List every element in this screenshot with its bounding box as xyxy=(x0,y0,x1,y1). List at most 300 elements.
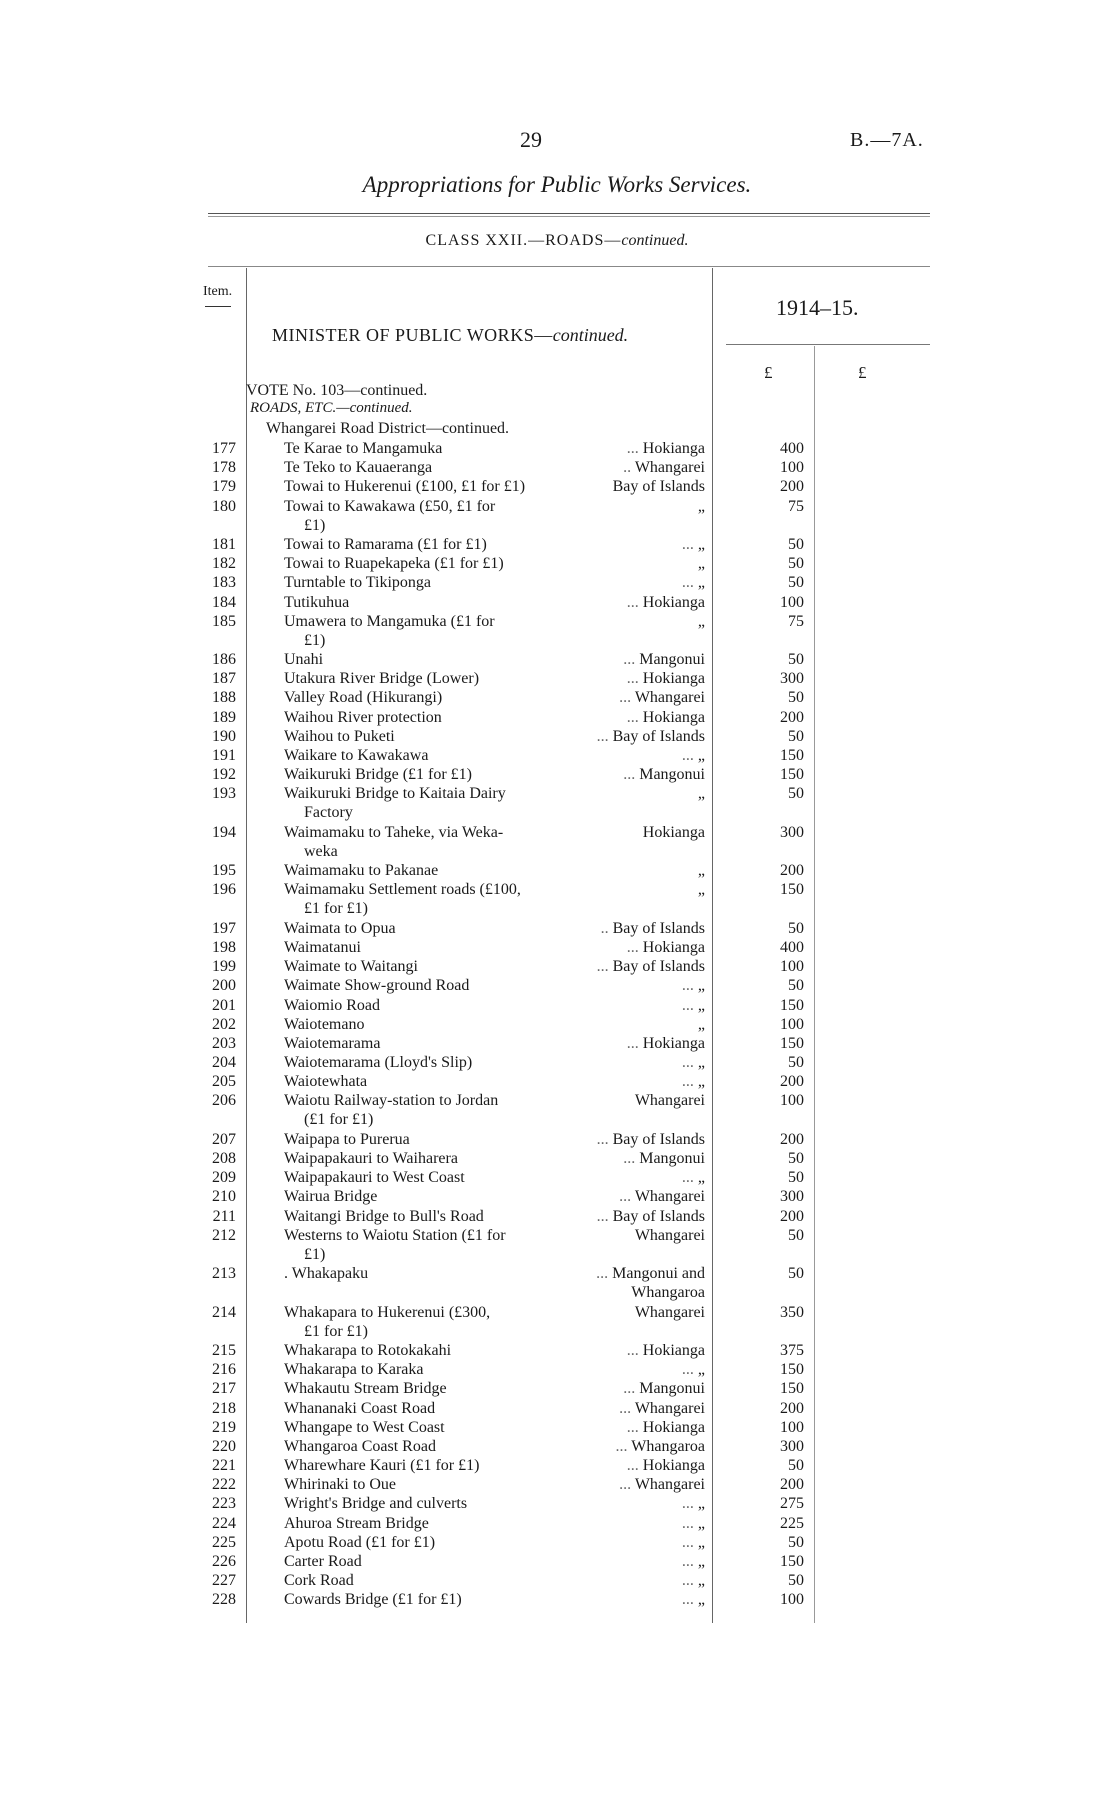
description-text: Whakapara to Hukerenui (£300, xyxy=(284,1303,491,1321)
table-row xyxy=(0,746,1114,765)
leader-dots: ... xyxy=(619,1476,632,1494)
item-description xyxy=(284,688,584,707)
item-description xyxy=(284,650,584,669)
item-number: 182 xyxy=(212,555,236,573)
table-row xyxy=(0,1552,1114,1571)
table-row xyxy=(0,593,1114,612)
amount-cell: 200 xyxy=(780,1073,804,1091)
item-number: 224 xyxy=(212,1514,236,1532)
item-description xyxy=(284,1264,584,1283)
district-cell xyxy=(560,1130,705,1149)
description-continuation: £1) xyxy=(304,516,326,534)
table-row xyxy=(0,458,1114,477)
item-description xyxy=(284,746,584,765)
item-description xyxy=(284,1399,584,1418)
item-description xyxy=(284,1053,584,1072)
table-row xyxy=(0,1130,1114,1149)
item-description xyxy=(284,957,584,976)
district-cell xyxy=(560,784,705,803)
table-row xyxy=(0,996,1114,1015)
item-description xyxy=(284,1571,584,1590)
table-row xyxy=(0,1341,1114,1360)
item-number: 196 xyxy=(212,881,236,899)
district-cell xyxy=(560,976,705,995)
table-row xyxy=(0,919,1114,938)
item-description xyxy=(284,1130,584,1149)
district-name: „ xyxy=(697,612,705,630)
item-header-dash xyxy=(205,306,231,307)
district-name: „ xyxy=(697,1572,705,1590)
district-name: „ xyxy=(697,1514,705,1532)
table-row xyxy=(0,1399,1114,1418)
item-number: 193 xyxy=(212,785,236,803)
table-row xyxy=(0,861,1114,880)
district-name: „ xyxy=(697,574,705,592)
table-row xyxy=(0,1226,1114,1264)
item-number: 185 xyxy=(212,612,236,630)
item-description xyxy=(284,477,584,496)
district-name: „ xyxy=(697,862,705,880)
amount-cell: 50 xyxy=(788,977,804,995)
district-name: Bay of Islands xyxy=(612,478,705,496)
district-name: Hokianga xyxy=(642,708,705,726)
leader-dots: ... xyxy=(596,1130,609,1148)
item-description xyxy=(284,554,584,573)
district-cell xyxy=(560,708,705,727)
item-description xyxy=(284,1034,584,1053)
district-name: „ xyxy=(697,747,705,765)
leader-dots: ... xyxy=(619,1399,632,1417)
description-text: Te Teko to Kauaeranga xyxy=(284,459,433,477)
description-text: Towai to Ruapekapeka (£1 for £1) xyxy=(284,555,504,573)
leader-dots: ... xyxy=(626,670,639,688)
item-number: 184 xyxy=(212,593,236,611)
leader-dots: ... xyxy=(615,1437,628,1455)
amount-cell: 150 xyxy=(780,747,804,765)
leader-dots: ... xyxy=(626,938,639,956)
district-name: Hokianga xyxy=(642,938,705,956)
amount-cell: 350 xyxy=(780,1303,804,1321)
item-description xyxy=(284,593,584,612)
item-description xyxy=(284,1091,584,1129)
district-name: Hokianga xyxy=(642,1341,705,1359)
description-text: Whirinaki to Oue xyxy=(284,1476,396,1494)
item-number: 216 xyxy=(212,1361,236,1379)
district-name: Mangonui xyxy=(639,1380,705,1398)
amount-cell: 50 xyxy=(788,919,804,937)
class-heading-main: CLASS XXII.—ROADS— xyxy=(425,232,622,249)
item-description xyxy=(284,1379,584,1398)
item-number: 188 xyxy=(212,689,236,707)
district-cell xyxy=(560,458,705,477)
amount-cell: 50 xyxy=(788,1226,804,1244)
item-description xyxy=(284,573,584,592)
district-name: Hokianga xyxy=(642,593,705,611)
description-text: Waiotu Railway-station to Jordan xyxy=(284,1092,499,1110)
district-name: „ xyxy=(697,1015,705,1033)
leader-dots: ... xyxy=(626,708,639,726)
item-description xyxy=(284,1418,584,1437)
pound-sign-column-1: £ xyxy=(764,363,773,382)
table-row xyxy=(0,1207,1114,1226)
table-row xyxy=(0,880,1114,918)
table-row xyxy=(0,1072,1114,1091)
item-description xyxy=(284,938,584,957)
description-continuation: £1 for £1) xyxy=(304,1322,368,1340)
description-text: Waimata to Opua xyxy=(284,919,396,937)
item-number: 180 xyxy=(212,497,236,515)
district-name: „ xyxy=(697,497,705,515)
description-text: Wairua Bridge xyxy=(284,1188,378,1206)
item-description xyxy=(284,535,584,554)
amount-cell: 50 xyxy=(788,727,804,745)
leader-dots: ... xyxy=(626,440,639,457)
item-number: 190 xyxy=(212,727,236,745)
leader-dots: .. xyxy=(623,459,632,477)
leader-dots: .. xyxy=(600,919,609,937)
item-description xyxy=(284,976,584,995)
item-number: 177 xyxy=(212,440,236,457)
district-name: „ xyxy=(697,535,705,553)
description-text: Waipapa to Purerua xyxy=(284,1130,410,1148)
table-row xyxy=(0,1475,1114,1494)
district-name: Whangarei xyxy=(634,689,705,707)
table-row xyxy=(0,477,1114,496)
amount-cell: 50 xyxy=(788,651,804,669)
item-number: 191 xyxy=(212,747,236,765)
district-cell xyxy=(560,1494,705,1513)
description-text: Whananaki Coast Road xyxy=(284,1399,436,1417)
table-top-rule xyxy=(208,266,930,267)
district-cell xyxy=(560,1034,705,1053)
table-row xyxy=(0,823,1114,861)
document-reference: B.—7A. xyxy=(850,129,924,151)
district-cell xyxy=(560,1475,705,1494)
table-row xyxy=(0,1360,1114,1379)
leader-dots: ... xyxy=(626,593,639,611)
description-continuation: (£1 for £1) xyxy=(304,1111,374,1129)
table-row xyxy=(0,497,1114,535)
item-description xyxy=(284,1456,584,1475)
table-row xyxy=(0,1168,1114,1187)
district-cell xyxy=(560,880,705,899)
district-cell xyxy=(560,1399,705,1418)
description-text: Towai to Ramarama (£1 for £1) xyxy=(284,535,487,553)
item-number: 212 xyxy=(212,1226,236,1244)
table-row xyxy=(0,1533,1114,1552)
table-row xyxy=(0,1379,1114,1398)
amount-cell: 200 xyxy=(780,1207,804,1225)
leader-dots: ... xyxy=(626,1034,639,1052)
district-cell xyxy=(560,1053,705,1072)
table-row xyxy=(0,669,1114,688)
leader-dots: ... xyxy=(596,1265,609,1283)
leader-dots: ... xyxy=(626,1457,639,1475)
description-text: Turntable to Tikiponga xyxy=(284,574,431,592)
amount-cell: 225 xyxy=(780,1514,804,1532)
leader-dots: ... xyxy=(681,1553,694,1571)
description-text: Towai to Kawakawa (£50, £1 for xyxy=(284,497,496,515)
item-description xyxy=(284,1226,584,1264)
leader-dots: ... xyxy=(681,574,694,592)
leader-dots: ... xyxy=(681,1169,694,1187)
district-cell xyxy=(560,669,705,688)
district-name: „ xyxy=(697,1495,705,1513)
table-row xyxy=(0,554,1114,573)
district-name: „ xyxy=(697,1553,705,1571)
minister-heading xyxy=(272,325,628,346)
district-name: „ xyxy=(697,1073,705,1091)
item-number: 203 xyxy=(212,1034,236,1052)
item-description xyxy=(284,1552,584,1571)
item-number: 211 xyxy=(212,1207,236,1225)
leader-dots: ... xyxy=(619,689,632,707)
amount-cell: 50 xyxy=(788,535,804,553)
district-name: Mangonui xyxy=(639,651,705,669)
district-cell xyxy=(560,1360,705,1379)
table-row xyxy=(0,976,1114,995)
amount-cell: 200 xyxy=(780,1476,804,1494)
district-cell xyxy=(560,1303,705,1322)
description-text: Waimatanui xyxy=(284,938,361,956)
table-row xyxy=(0,1187,1114,1206)
table-row xyxy=(0,1590,1114,1609)
table-row xyxy=(0,1437,1114,1456)
district-cell xyxy=(560,1264,705,1302)
amount-cell: 400 xyxy=(780,440,804,457)
table-row xyxy=(0,938,1114,957)
item-number: 204 xyxy=(212,1054,236,1072)
description-text: Whakarapa to Rotokakahi xyxy=(284,1341,452,1359)
item-description xyxy=(284,1341,584,1360)
district-name: „ xyxy=(697,977,705,995)
table-row xyxy=(0,1303,1114,1341)
table-row xyxy=(0,765,1114,784)
table-row xyxy=(0,612,1114,650)
amount-cell: 275 xyxy=(780,1495,804,1513)
amount-cell: 150 xyxy=(780,1034,804,1052)
table-row xyxy=(0,1015,1114,1034)
district-name: Whangarei xyxy=(634,1188,705,1206)
district-cell xyxy=(560,1226,705,1245)
item-number: 197 xyxy=(212,919,236,937)
leader-dots: ... xyxy=(623,766,636,784)
district-subheading: Whangarei Road District—continued. xyxy=(266,420,510,437)
item-description xyxy=(284,1360,584,1379)
district-cell xyxy=(560,1149,705,1168)
leader-dots: ... xyxy=(623,651,636,669)
amount-cell: 100 xyxy=(780,459,804,477)
district-name: Whangarei xyxy=(634,459,705,477)
item-number: 215 xyxy=(212,1341,236,1359)
pound-sign-column-2: £ xyxy=(858,363,867,382)
leader-dots: ... xyxy=(681,1533,694,1551)
description-continuation: £1) xyxy=(304,1245,326,1263)
amount-cell: 150 xyxy=(780,1361,804,1379)
district-cell xyxy=(560,554,705,573)
district-cell xyxy=(560,612,705,631)
amount-cell: 150 xyxy=(780,1553,804,1571)
leader-dots: ... xyxy=(681,1572,694,1590)
description-text: Waiomio Road xyxy=(284,996,381,1014)
district-name: Hokianga xyxy=(642,823,705,841)
item-number: 183 xyxy=(212,574,236,592)
item-number: 228 xyxy=(212,1591,236,1609)
description-text: Apotu Road (£1 for £1) xyxy=(284,1533,436,1551)
district-cell xyxy=(560,1168,705,1187)
item-description xyxy=(284,1590,584,1609)
table-row xyxy=(0,727,1114,746)
leader-dots: ... xyxy=(681,1054,694,1072)
item-number: 213 xyxy=(212,1265,236,1283)
district-name: Hokianga xyxy=(642,1457,705,1475)
amount-cell: 200 xyxy=(780,1399,804,1417)
description-text: Whangaroa Coast Road xyxy=(284,1437,436,1455)
amount-cell: 150 xyxy=(780,881,804,899)
amount-cell: 50 xyxy=(788,1457,804,1475)
item-number: 226 xyxy=(212,1553,236,1571)
appropriations-table-body xyxy=(0,439,1114,1610)
item-number: 208 xyxy=(212,1150,236,1168)
item-number: 189 xyxy=(212,708,236,726)
item-description xyxy=(284,1168,584,1187)
description-text: Waihou to Puketi xyxy=(284,727,395,745)
item-description xyxy=(284,1475,584,1494)
description-text: Waimamaku to Taheke, via Weka- xyxy=(284,823,504,841)
amount-cell: 50 xyxy=(788,555,804,573)
item-number: 179 xyxy=(212,478,236,496)
item-description xyxy=(284,823,584,861)
district-name: Hokianga xyxy=(642,440,705,457)
district-cell xyxy=(560,823,705,842)
amount-cell: 400 xyxy=(780,938,804,956)
district-cell xyxy=(560,957,705,976)
leader-dots: ... xyxy=(596,727,609,745)
item-number: 207 xyxy=(212,1130,236,1148)
item-description xyxy=(284,1437,584,1456)
vote-heading: VOTE No. 103—continued. xyxy=(246,382,428,399)
year-column-header: 1914–15. xyxy=(776,295,859,320)
district-cell xyxy=(560,727,705,746)
district-cell xyxy=(560,746,705,765)
description-text: Whangape to West Coast xyxy=(284,1418,445,1436)
district-name: „ xyxy=(697,996,705,1014)
leader-dots: ... xyxy=(681,747,694,765)
district-cell xyxy=(560,1187,705,1206)
district-cell xyxy=(560,1456,705,1475)
district-cell xyxy=(560,497,705,516)
amount-cell: 50 xyxy=(788,785,804,803)
item-number: 227 xyxy=(212,1572,236,1590)
description-text: . Whakapaku xyxy=(284,1265,369,1283)
description-text: Waipapakauri to West Coast xyxy=(284,1169,465,1187)
table-row xyxy=(0,1091,1114,1129)
district-name: Mangonui and xyxy=(612,1265,705,1283)
class-heading xyxy=(0,232,1114,250)
district-cell xyxy=(560,765,705,784)
item-number: 205 xyxy=(212,1073,236,1091)
district-cell xyxy=(560,1590,705,1609)
district-cell xyxy=(560,593,705,612)
item-description xyxy=(284,669,584,688)
amount-cell: 200 xyxy=(780,862,804,880)
item-number: 214 xyxy=(212,1303,236,1321)
description-text: Waikare to Kawakawa xyxy=(284,747,429,765)
item-description xyxy=(284,1514,584,1533)
description-text: Whakarapa to Karaka xyxy=(284,1361,424,1379)
class-heading-continued: continued. xyxy=(621,232,689,249)
description-text: Waihou River protection xyxy=(284,708,442,726)
description-text: Tutikuhua xyxy=(284,593,350,611)
item-description xyxy=(284,784,584,822)
district-cell xyxy=(560,861,705,880)
item-number: 192 xyxy=(212,766,236,784)
district-cell xyxy=(560,1091,705,1110)
item-number: 181 xyxy=(212,535,236,553)
description-continuation: Factory xyxy=(304,804,353,822)
description-text: Waitangi Bridge to Bull's Road xyxy=(284,1207,484,1225)
district-cell xyxy=(560,1015,705,1034)
district-cell xyxy=(560,535,705,554)
description-text: Waimamaku Settlement roads (£100, xyxy=(284,881,521,899)
district-cell xyxy=(560,1552,705,1571)
amount-cell: 200 xyxy=(780,1130,804,1148)
description-text: Umawera to Mangamuka (£1 for xyxy=(284,612,495,630)
item-number: 200 xyxy=(212,977,236,995)
amount-cell: 50 xyxy=(788,1054,804,1072)
table-row xyxy=(0,573,1114,592)
description-text: Unahi xyxy=(284,651,324,669)
district-cell xyxy=(560,439,705,458)
item-number: 217 xyxy=(212,1380,236,1398)
district-cell xyxy=(560,688,705,707)
leader-dots: ... xyxy=(681,535,694,553)
district-name: Whangarei xyxy=(634,1476,705,1494)
district-name: Bay of Islands xyxy=(612,1130,705,1148)
district-cell xyxy=(560,1207,705,1226)
item-description xyxy=(284,919,584,938)
district-name: Bay of Islands xyxy=(612,1207,705,1225)
leader-dots: ... xyxy=(681,1495,694,1513)
amount-cell: 50 xyxy=(788,1265,804,1283)
title-rule-second xyxy=(208,216,930,217)
item-description xyxy=(284,1187,584,1206)
leader-dots: ... xyxy=(596,958,609,976)
description-text: Cowards Bridge (£1 for £1) xyxy=(284,1591,462,1609)
description-text: Ahuroa Stream Bridge xyxy=(284,1514,429,1532)
amount-cell: 50 xyxy=(788,574,804,592)
table-row xyxy=(0,1456,1114,1475)
item-number: 186 xyxy=(212,651,236,669)
item-number: 199 xyxy=(212,958,236,976)
item-description xyxy=(284,727,584,746)
item-description xyxy=(284,1149,584,1168)
title-rule xyxy=(208,213,930,214)
table-row xyxy=(0,688,1114,707)
table-row xyxy=(0,784,1114,822)
description-text: Westerns to Waiotu Station (£1 for xyxy=(284,1226,506,1244)
district-cell xyxy=(560,1514,705,1533)
amount-cell: 50 xyxy=(788,689,804,707)
table-row xyxy=(0,957,1114,976)
description-text: Towai to Hukerenui (£100, £1 for £1) xyxy=(284,478,526,496)
item-description xyxy=(284,1015,584,1034)
description-text: Wright's Bridge and culverts xyxy=(284,1495,468,1513)
description-continuation: £1) xyxy=(304,631,326,649)
description-text: Waimate to Waitangi xyxy=(284,958,418,976)
district-cell xyxy=(560,1418,705,1437)
item-description xyxy=(284,861,584,880)
